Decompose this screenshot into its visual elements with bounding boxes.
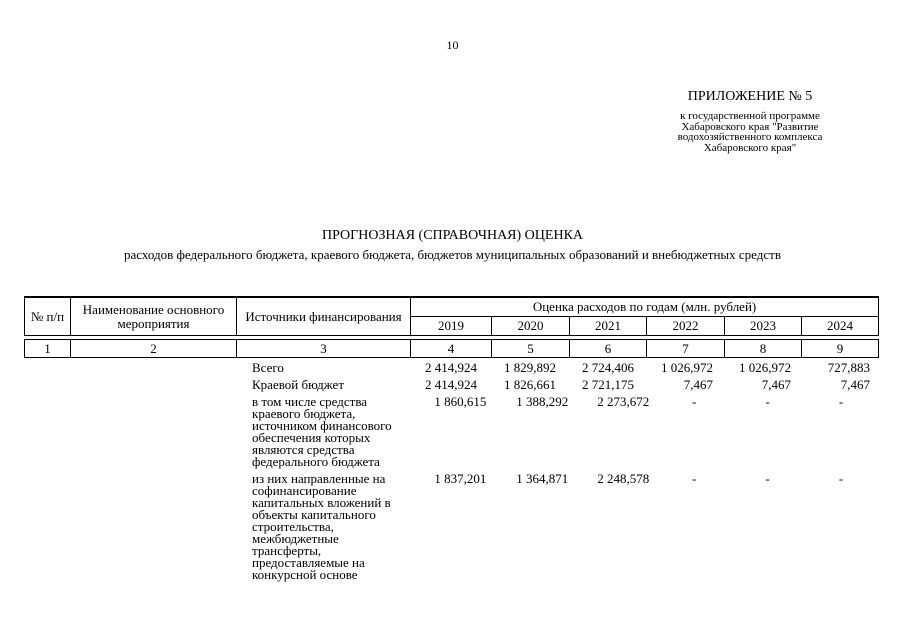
- table-row: [24, 473, 878, 581]
- value-cell: 1 837,201: [434, 471, 487, 486]
- column-number: 2: [71, 340, 237, 358]
- column-number: 4: [411, 340, 492, 358]
- value-cell: -: [765, 471, 770, 486]
- value-cell: 1 026,972: [661, 360, 713, 375]
- value-cell: 7,467: [683, 377, 713, 392]
- appendix-subtitle: [655, 111, 845, 153]
- header-activity-name: Наименование основного мероприятия: [71, 297, 237, 336]
- header-year: 2019: [411, 317, 492, 336]
- funding-source: из них направленные на софинансирование капитальных вложений в объекты капитального строительства, межбюджетные трансферты, предоставляемые на конкурсной основе: [252, 471, 391, 582]
- value-cell: 1 829,892: [504, 360, 556, 375]
- table-row: [24, 362, 878, 374]
- page-number: 10: [446, 38, 459, 52]
- header-year: 2021: [570, 317, 647, 336]
- funding-source: Краевой бюджет: [252, 377, 345, 392]
- header-funding-sources: Источники финансирования: [237, 297, 411, 336]
- value-cell: -: [838, 471, 844, 486]
- value-cell: 7,467: [761, 377, 792, 392]
- value-cell: 2 248,578: [597, 471, 650, 486]
- value-cell: 727,883: [827, 360, 870, 375]
- appendix-line: Хабаровского края "Развитие: [681, 120, 819, 133]
- header-estimate: Оценка расходов по годам (млн. рублей): [411, 297, 879, 317]
- estimate-table-header: [24, 296, 879, 358]
- value-cell: 7,467: [840, 377, 870, 392]
- value-cell: 1 364,871: [516, 471, 569, 486]
- value-cell: 2 721,175: [582, 377, 635, 392]
- value-cell: 2 414,924: [425, 360, 478, 375]
- appendix-line: к государственной программе: [680, 110, 820, 122]
- header-year: 2020: [492, 317, 570, 336]
- table-row: [24, 396, 878, 468]
- column-number: 3: [237, 340, 411, 358]
- document-title: ПРОГНОЗНАЯ (СПРАВОЧНАЯ) ОЦЕНКА: [321, 228, 584, 243]
- header-number: № п/п: [25, 297, 71, 336]
- funding-source: Всего: [252, 360, 284, 375]
- header-year: 2023: [725, 317, 802, 336]
- column-number: 6: [570, 340, 647, 358]
- value-cell: 1 826,661: [504, 377, 556, 392]
- column-number: 8: [725, 340, 802, 358]
- value-cell: 2 414,924: [425, 377, 478, 392]
- column-number: 7: [647, 340, 725, 358]
- value-cell: 2 273,672: [597, 394, 650, 409]
- appendix-line: водохозяйственного комплекса: [677, 131, 823, 143]
- header-year: 2024: [802, 317, 879, 336]
- column-number: 5: [492, 340, 570, 358]
- column-number: 1: [25, 340, 71, 358]
- appendix-line: Хабаровского края": [703, 141, 797, 154]
- value-cell: -: [838, 394, 844, 409]
- header-year: 2022: [647, 317, 725, 336]
- appendix-title: ПРИЛОЖЕНИЕ № 5: [687, 89, 813, 104]
- value-cell: -: [692, 471, 697, 486]
- value-cell: 2 724,406: [582, 360, 635, 375]
- column-number: 9: [802, 340, 879, 358]
- value-cell: -: [692, 394, 697, 409]
- funding-source: в том числе средства краевого бюджета, источником финансового обеспечения которых являются средства федерального бюджета: [252, 394, 392, 469]
- value-cell: -: [765, 394, 770, 409]
- estimate-table-body: [24, 362, 878, 586]
- document-subtitle: расходов федерального бюджета, краевого бюджета, бюджетов муниципальных образований и внебюджетных средств: [124, 247, 781, 262]
- value-cell: 1 388,292: [516, 394, 569, 409]
- table-row: [24, 379, 878, 391]
- value-cell: 1 860,615: [434, 394, 487, 409]
- value-cell: 1 026,972: [739, 360, 792, 375]
